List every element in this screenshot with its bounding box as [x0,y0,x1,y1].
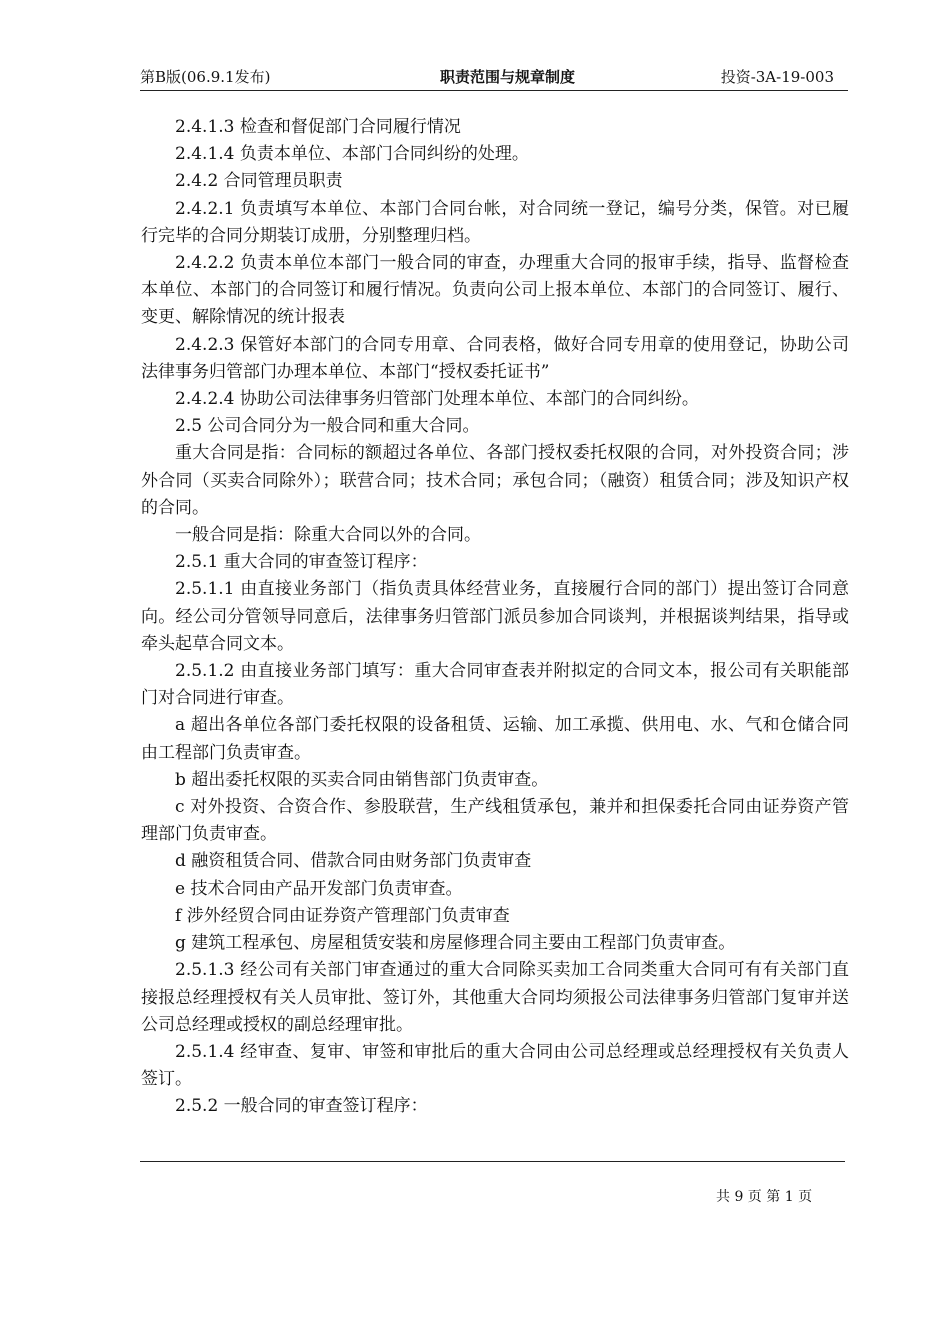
document-code: 投资-3A-19-003 [720,68,834,86]
paragraph: a 超出各单位各部门委托权限的设备租赁、运输、加工承揽、供用电、水、气和仓储合同由工程部门负责审查。 [141,715,849,763]
paragraph: 2.5.2 一般合同的审查签订程序： [175,1096,428,1117]
footer-divider [140,1161,845,1162]
paragraph: 重大合同是指：合同标的额超过各单位、各部门授权委托权限的合同，对外投资合同；涉外合同（买卖合同除外）；联营合同；技术合同；承包合同；（融资）租赁合同；涉及知识产权的合同。 [141,443,849,518]
page-number: 共 9 页 第 1 页 [716,1189,813,1205]
paragraph: 2.4.2.2 负责本单位本部门一般合同的审查，办理重大合同的报审手续，指导、监督检查本单位、本部门的合同签订和履行情况。负责向公司上报本单位、本部门的合同签订、履行、变更、解除情况的统计报表 [141,253,849,328]
paragraph: 2.5.1 重大合同的审查签订程序： [175,552,428,573]
paragraph: 2.4.1.4 负责本单位、本部门合同纠纷的处理。 [175,144,529,165]
edition-label: 第B版(06.9.1发布) [140,68,271,86]
page-header [140,62,848,91]
paragraph: f 涉外经贸合同由证券资产管理部门负责审查 [175,905,510,926]
paragraph: 2.5 公司合同分为一般合同和重大合同。 [175,416,480,437]
paragraph: 2.4.2.1 负责填写本单位、本部门合同台帐，对合同统一登记，编号分类，保管。对已履行完毕的合同分期装订成册，分别整理归档。 [141,198,849,246]
paragraph: 2.5.1.1 由直接业务部门（指负责具体经营业务，直接履行合同的部门）提出签订合同意向。经公司分管领导同意后，法律事务归管部门派员参加合同谈判，并根据谈判结果，指导或牵头起草合同文本。 [141,579,849,654]
paragraph: 2.5.1.4 经审查、复审、审签和审批后的重大合同由公司总经理或总经理授权有关负责人签订。 [141,1041,849,1090]
paragraph: 2.5.1.2 由直接业务部门填写：重大合同审查表并附拟定的合同文本，报公司有关职能部门对合同进行审查。 [141,661,849,709]
paragraph: c 对外投资、合资合作、参股联营，生产线租赁承包，兼并和担保委托合同由证券资产管理部门负责审查。 [141,797,849,845]
paragraph: e 技术合同由产品开发部门负责审查。 [175,878,463,899]
paragraph: 2.5.1.3 经公司有关部门审查通过的重大合同除买卖加工合同类重大合同可有有关部门直接报总经理授权有关人员审批、签订外，其他重大合同均须报公司法律事务归管部门复审并送公司总经理或授权的副总经理审批。 [141,960,849,1035]
paragraph: d 融资租赁合同、借款合同由财务部门负责审查 [175,851,532,872]
paragraph: 2.4.2.4 协助公司法律事务归管部门处理本单位、本部门的合同纠纷。 [175,389,699,410]
document-body [141,114,849,1121]
document-title: 职责范围与规章制度 [440,68,576,86]
paragraph: 2.4.1.3 检查和督促部门合同履行情况 [175,117,461,137]
paragraph: g 建筑工程承包、房屋租赁安装和房屋修理合同主要由工程部门负责审查。 [175,933,736,954]
paragraph: 一般合同是指：除重大合同以外的合同。 [175,525,481,546]
paragraph: b 超出委托权限的买卖合同由销售部门负责审查。 [175,769,549,790]
paragraph: 2.4.2 合同管理员职责 [175,171,343,192]
paragraph: 2.4.2.3 保管好本部门的合同专用章、合同表格，做好合同专用章的使用登记，协助公司法律事务归管部门办理本单位、本部门“授权委托证书” [141,334,849,382]
